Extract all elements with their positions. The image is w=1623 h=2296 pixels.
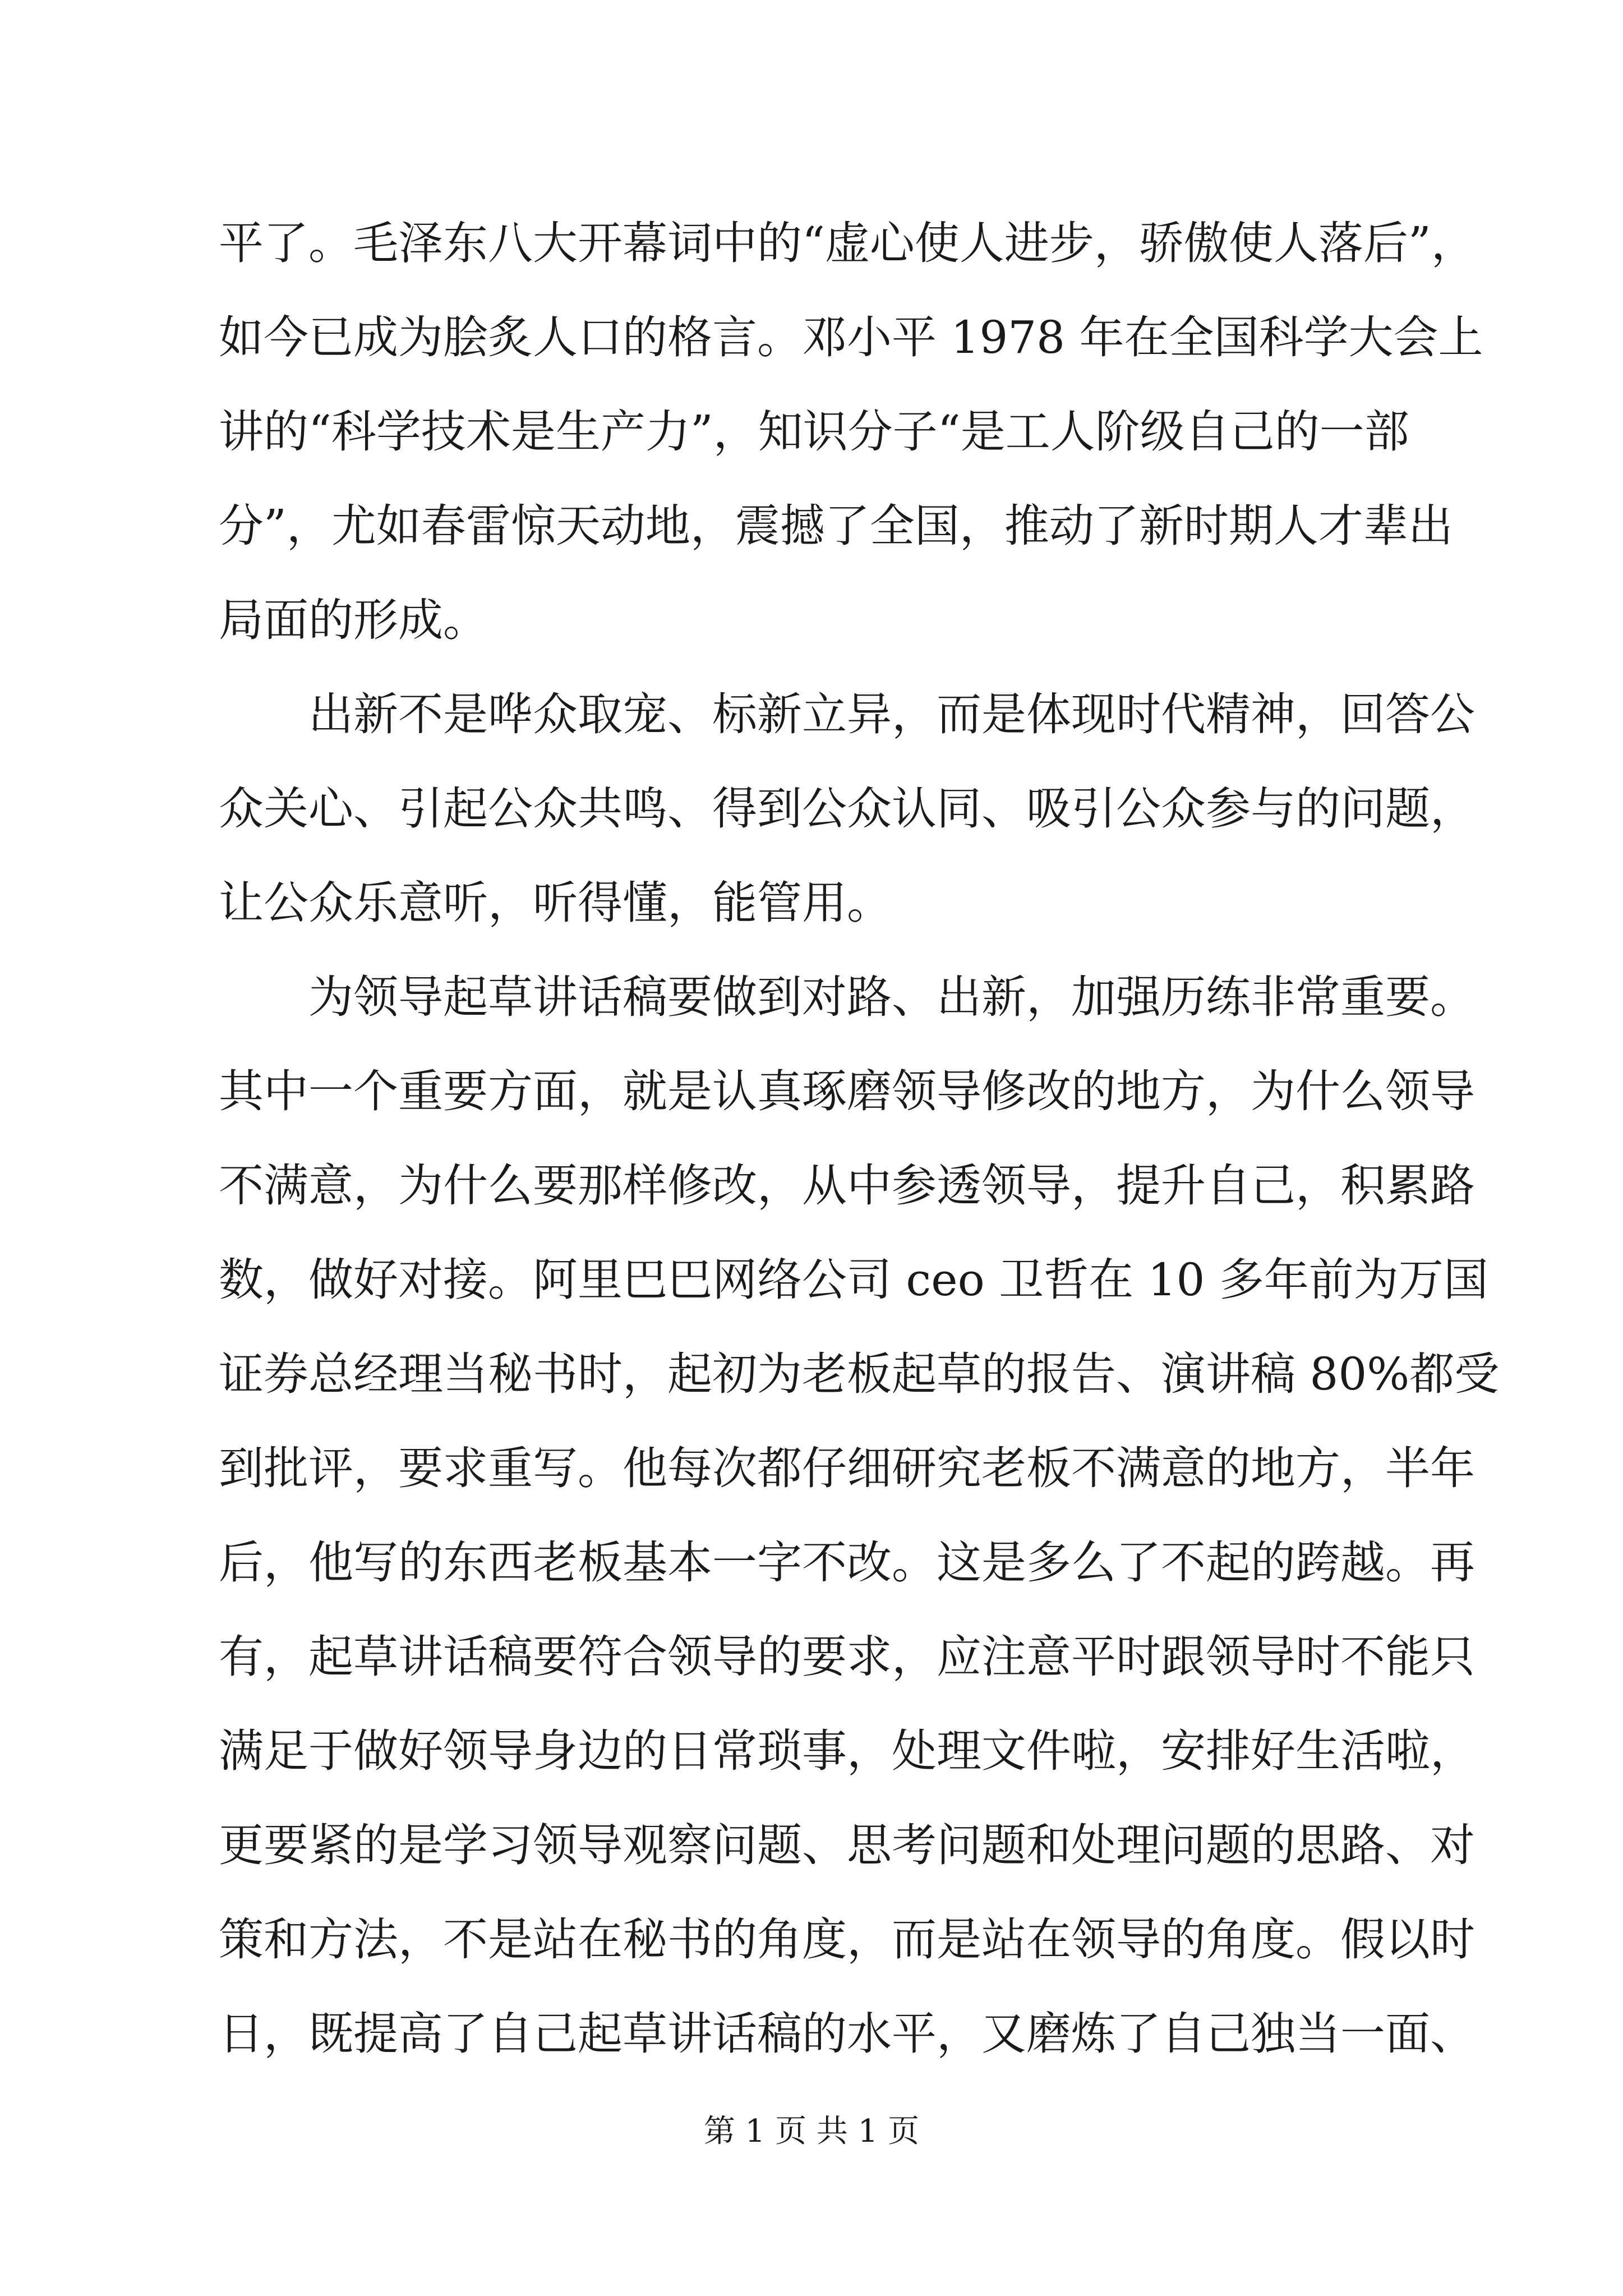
text-line: 数，做好对接。阿里巴巴网络公司 ceo 卫哲在 10 多年前为万国 [219,1254,1488,1306]
text-line: 讲的“科学技术是生产力”，知识分子“是工人阶级自己的一部 [219,406,1409,458]
text-line: 让公众乐意听，听得懂，能管用。 [219,877,892,929]
text-line: 众关心、引起公众共鸣、得到公众认同、吸引公众参与的问题， [219,783,1475,835]
text-line: 为领导起草讲话稿要做到对路、出新，加强历练非常重要。 [219,971,1475,1023]
text-line: 策和方法，不是站在秘书的角度，而是站在领导的角度。假以时 [219,1913,1475,1966]
text-line: 满足于做好领导身边的日常琐事，处理文件啦，安排好生活啦， [219,1725,1475,1777]
text-line: 后，他写的东西老板基本一字不改。这是多么了不起的跨越。再 [219,1536,1475,1589]
page-number: 第 1 页 共 1 页 [703,2113,920,2150]
text-line: 有，起草讲话稿要符合领导的要求，应注意平时跟领导时不能只 [219,1631,1475,1683]
paragraph-2 [219,668,1475,950]
page-footer [0,2109,1623,2154]
text-line: 平了。毛泽东八大开幕词中的“虚心使人进步，骄傲使人落后”， [219,217,1476,269]
text-line: 日，既提高了自己起草讲话稿的水平，又磨炼了自己独当一面、 [219,2008,1475,2060]
paragraph-3 [219,950,1500,2081]
document-body [219,196,1500,2081]
text-line: 证券总经理当秘书时，起初为老板起草的报告、演讲稿 80%都受 [219,1348,1500,1400]
paragraph-1 [219,196,1483,668]
text-line: 到批评，要求重写。他每次都仔细研究老板不满意的地方，半年 [219,1442,1475,1494]
text-line: 不满意，为什么要那样修改，从中参透领导，提升自己，积累路 [219,1159,1475,1212]
text-line: 如今已成为脍炙人口的格言。邓小平 1978 年在全国科学大会上 [219,311,1483,364]
text-line: 分”，尤如春雷惊天动地，震撼了全国，推动了新时期人才辈出 [219,500,1453,552]
text-line: 其中一个重要方面，就是认真琢磨领导修改的地方，为什么领导 [219,1065,1475,1117]
text-line: 局面的形成。 [219,594,488,646]
text-line: 出新不是哗众取宠、标新立异，而是体现时代精神，回答公 [219,688,1475,740]
text-line: 更要紧的是学习领导观察问题、思考问题和处理问题的思路、对 [219,1819,1475,1871]
